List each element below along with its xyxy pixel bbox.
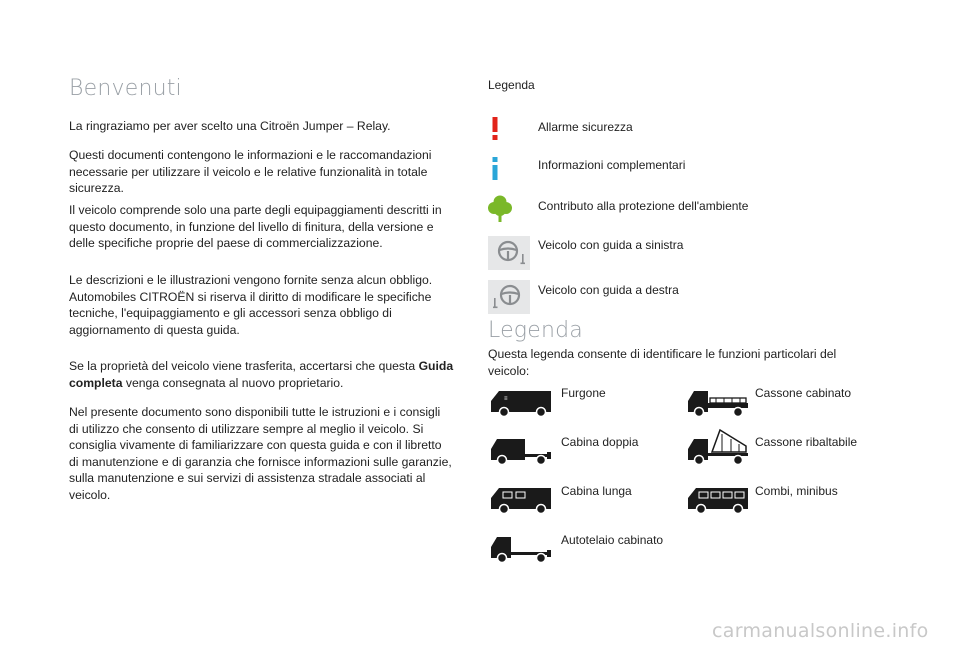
- text-run: venga consegnata al nuovo proprietario.: [122, 375, 344, 390]
- text-line: sicurezza.: [69, 181, 124, 195]
- paragraph-ownership: [69, 358, 459, 391]
- text-line: Questa legenda consente di identificare le funzioni particolari del: [488, 347, 837, 361]
- text-line: delle specifiche proprie del paese di commercializzazione.: [69, 236, 383, 250]
- legend-label: Contributo alla protezione dell'ambiente: [538, 199, 749, 213]
- section-title: Legenda: [488, 318, 583, 343]
- vehicle-label: Cassone ribaltabile: [755, 435, 858, 449]
- text-line: Le descrizioni e le illustrazioni vengono fornite senza alcun obbligo.: [69, 273, 433, 287]
- legend-label: Informazioni complementari: [538, 158, 686, 172]
- legend-heading: Legenda: [488, 78, 535, 92]
- flatbed-truck-icon: [686, 386, 752, 418]
- paragraph-documents: [69, 147, 449, 197]
- vehicle-label: Combi, minibus: [755, 484, 838, 498]
- text-line: necessarie per utilizzare il veicolo e le relative funzionalità in totale: [69, 164, 428, 179]
- text-line: aggiornamento di questa guida.: [69, 322, 240, 337]
- long-cab-icon: [489, 483, 555, 515]
- legend-label: Veicolo con guida a sinistra: [538, 238, 684, 252]
- tree-icon: [488, 195, 512, 223]
- text-line: di manutenzione e di garanzia che fornisce informazioni sulle garanzie,: [69, 454, 452, 469]
- text-line: tecniche, l'equipaggiamento e gli accessori senza obbligo di: [69, 306, 392, 320]
- paragraph-equipment: [69, 202, 449, 252]
- text-run: Se la proprietà del veicolo viene trasferita, accertarsi che questa: [69, 359, 419, 373]
- vehicle-label: Cassone cabinato: [755, 386, 852, 400]
- intro-paragraph: La ringraziamo per aver scelto una Citroën Jumper – Relay.: [69, 119, 391, 133]
- steering-wheel-right-icon: [488, 280, 530, 314]
- van-icon: [489, 386, 555, 418]
- vehicle-label: Cabina lunga: [561, 484, 632, 498]
- vehicle-label: Furgone: [561, 386, 606, 400]
- steering-wheel-left-icon: [488, 236, 530, 270]
- crew-cab-icon: [489, 434, 555, 466]
- paragraph-instructions: [69, 404, 459, 503]
- text-line: Nel presente documento sono disponibili tutte le istruzioni e i consigli: [69, 405, 441, 419]
- chassis-cab-icon: [489, 532, 555, 564]
- bold-text: Guida: [418, 359, 454, 373]
- text-line: Questi documenti contengono le informazioni e le raccomandazioni: [69, 148, 432, 162]
- page-title: Benvenuti: [69, 76, 182, 101]
- legend-label: Allarme sicurezza: [538, 120, 633, 134]
- exclamation-icon: [487, 116, 503, 142]
- minibus-icon: [686, 483, 752, 515]
- bold-text: completa: [69, 375, 123, 390]
- text-line: Il veicolo comprende solo una parte degli equipaggiamenti descritti in: [69, 203, 442, 217]
- text-line: veicolo:: [488, 363, 530, 378]
- info-icon: [487, 156, 503, 182]
- text-line: Automobiles CITROËN si riserva il diritto di modificare le specifiche: [69, 289, 432, 304]
- text-line: consiglia vivamente di familiarizzare con questa guida e con il libretto: [69, 438, 442, 452]
- vehicle-label: Cabina doppia: [561, 435, 639, 449]
- text-line: questo documento, in funzione del livello di finitura, della versione e: [69, 219, 434, 234]
- text-line: sulla manutenzione e sui servizi di assistenza stradale associati al: [69, 471, 426, 485]
- legend-intro: [488, 346, 868, 379]
- watermark: carmanualsonline.info: [712, 620, 929, 642]
- paragraph-descriptions: [69, 272, 449, 338]
- text-line: veicolo.: [69, 487, 111, 502]
- vehicle-label: Autotelaio cabinato: [561, 533, 664, 547]
- legend-label: Veicolo con guida a destra: [538, 283, 679, 297]
- text-line: di utilizzo che consento di utilizzare sempre al meglio il veicolo. Si: [69, 421, 424, 436]
- svg-text:≡: ≡: [504, 396, 508, 402]
- tipper-truck-icon: [686, 426, 752, 466]
